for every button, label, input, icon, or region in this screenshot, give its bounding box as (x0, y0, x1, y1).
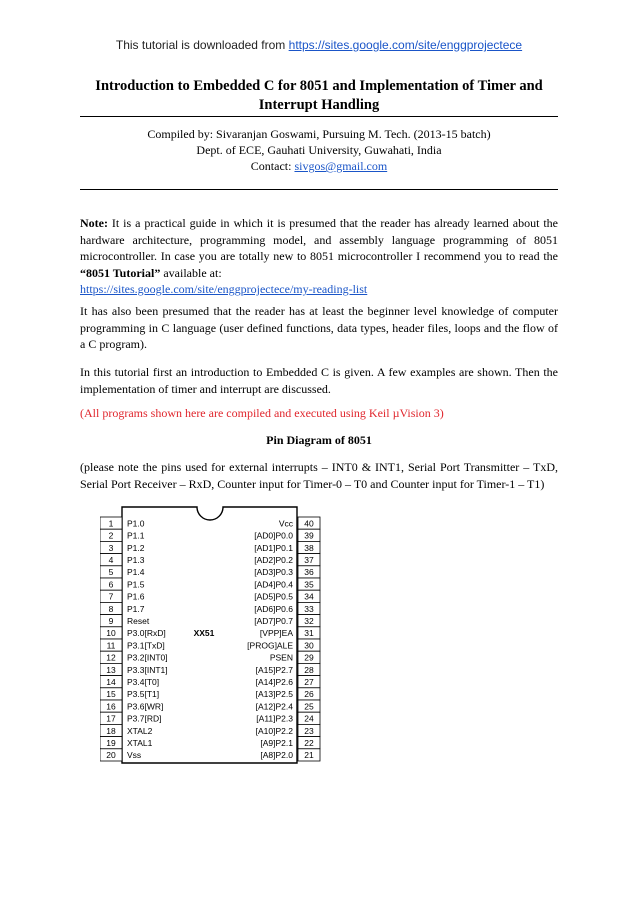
pin-label: [AD0]P0.0 (254, 530, 293, 541)
pin-label: [A12]P2.4 (255, 701, 293, 712)
pin-label: P1.1 (127, 530, 145, 541)
compiled-by: Compiled by: Sivaranjan Goswami, Pursuing M. Tech. (2013-15 batch) (147, 127, 491, 141)
pin-number: 5 (108, 567, 114, 578)
pin-number: 7 (108, 591, 114, 602)
pin-number: 38 (304, 542, 314, 553)
pin-label: P1.2 (127, 542, 145, 553)
pin-label: [AD1]P0.1 (254, 542, 293, 553)
pin-label: P1.0 (127, 518, 145, 529)
pin-number: 15 (106, 689, 116, 700)
pin-number: 32 (304, 616, 314, 626)
download-note-prefix: This tutorial is downloaded from (115, 38, 289, 52)
pin-label: P3.4[T0] (127, 677, 160, 687)
pin-number: 14 (106, 677, 116, 687)
pin-number: 16 (106, 701, 116, 712)
compiler-note: (All programs shown here are compiled and executed using Keil µVision 3) (80, 406, 444, 420)
pin-number: 28 (304, 664, 314, 675)
pin-number: 1 (108, 518, 114, 529)
pin-diagram (100, 505, 325, 792)
pin-number: 20 (106, 750, 116, 761)
pin-label: XTAL2 (127, 725, 153, 736)
title-line-1: Introduction to Embedded C for 8051 and Implementation of Timer and (95, 78, 543, 94)
pin-label: P1.6 (127, 591, 145, 602)
pin-label: P3.5[T1] (127, 689, 160, 700)
download-link[interactable]: https://sites.google.com/site/enggprojectece (288, 38, 523, 52)
credits (80, 126, 558, 174)
pin-number: 9 (108, 616, 114, 626)
pin-label: [A10]P2.2 (255, 725, 293, 736)
pin-diagram-heading: Pin Diagram of 8051 (266, 433, 372, 447)
pin-number: 30 (304, 640, 314, 651)
pin-number: 23 (304, 725, 314, 736)
title-line-2: Interrupt Handling (258, 97, 380, 113)
pin-number: 3 (108, 542, 114, 553)
chip-name: XX51 (193, 628, 215, 639)
document-title (80, 77, 558, 115)
contact-email-link[interactable]: sivgos@gmail.com (294, 159, 388, 173)
pin-label: XTAL1 (127, 738, 153, 748)
pin-label: [A8]P2.0 (260, 750, 293, 761)
pin-label: P3.1[TxD] (127, 640, 165, 651)
pin-number: 13 (106, 664, 116, 675)
pin-number: 17 (106, 713, 116, 724)
download-note (0, 38, 638, 52)
tutorial-name: “8051 Tutorial” (80, 265, 161, 280)
pin-number: 33 (304, 603, 314, 614)
intro-paragraph: In this tutorial first an introduction to Embedded C is given. A few examples are shown. Then the implementation of timer and interrupt are discussed. (80, 365, 558, 396)
pin-label: P3.0[RxD] (127, 628, 166, 639)
pin-label: [AD4]P0.4 (254, 579, 293, 590)
pin-number: 11 (106, 640, 116, 651)
pin-label: [AD3]P0.3 (254, 567, 293, 578)
pin-label: P3.2[INT0] (127, 652, 168, 663)
pin-label: P3.6[WR] (127, 701, 164, 712)
pin-label: Vcc (278, 518, 293, 529)
pin-label: [A9]P2.1 (260, 738, 293, 748)
pin-number: 25 (304, 701, 314, 712)
pin-number: 36 (304, 567, 314, 578)
bottom-rule (80, 189, 558, 190)
note-paragraph (80, 215, 558, 298)
contact (80, 158, 558, 174)
note-after: available at: (160, 265, 222, 280)
pin-label: Reset (127, 616, 150, 626)
pin-label: [AD5]P0.5 (254, 591, 293, 602)
pin-label: [AD6]P0.6 (254, 603, 293, 614)
pin-label: P3.7[RD] (127, 713, 162, 724)
pin-number: 26 (304, 689, 314, 700)
pin-number: 27 (304, 677, 314, 687)
pin-label: [PROG]ALE (247, 640, 293, 651)
pin-number: 6 (108, 579, 114, 590)
pin-label: Vss (127, 750, 142, 761)
contact-label: Contact: (250, 159, 295, 173)
pin-label: P1.3 (127, 555, 145, 565)
pin-label: P1.5 (127, 579, 145, 590)
pin-number: 10 (106, 628, 116, 639)
pin-number: 39 (304, 530, 314, 541)
pin-number: 34 (304, 591, 314, 602)
pin-number: 19 (106, 738, 116, 748)
pin-label: P3.3[INT1] (127, 664, 168, 675)
pin-number: 21 (304, 750, 314, 761)
pin-label: [AD7]P0.7 (254, 616, 293, 626)
pin-label: [A13]P2.5 (255, 689, 293, 700)
department: Dept. of ECE, Gauhati University, Guwahati, India (196, 143, 442, 157)
pin-label: [A15]P2.7 (255, 664, 293, 675)
pin-number: 22 (304, 738, 314, 748)
note-text: It is a practical guide in which it is presumed that the reader has already learned about the hardware architecture, programming model, and assembly language programming of 8051 microcontroller. In case you are totally new to 8051 microcontroller I recommend you to read the (80, 216, 558, 263)
pin-number: 24 (304, 713, 314, 724)
note-label: Note: (80, 216, 108, 230)
pin-number: 4 (108, 555, 114, 565)
pin-label: [VPP]EA (259, 628, 293, 639)
pin-number: 37 (304, 555, 314, 565)
top-rule (80, 116, 558, 117)
pin-label: [A11]P2.3 (256, 713, 293, 724)
pin-label: PSEN (269, 652, 293, 663)
pin-number: 2 (108, 530, 114, 541)
pin-number: 18 (106, 725, 116, 736)
pin-number: 12 (106, 652, 116, 663)
pin-label: P1.4 (127, 567, 145, 578)
pin-number: 29 (304, 652, 314, 663)
pin-number: 31 (304, 628, 314, 639)
pin-label: [A14]P2.6 (255, 677, 293, 687)
reading-list-link[interactable]: https://sites.google.com/site/enggprojectece/my-reading-list (80, 282, 368, 296)
pin-number: 40 (304, 518, 314, 529)
pin-label: P1.7 (127, 603, 145, 614)
pin-number: 35 (304, 579, 314, 590)
c-knowledge-paragraph: It has also been presumed that the reader has at least the beginner level knowledge of computer programming in C language (user defined functions, data types, header files, loops and the flow of a C program). (80, 304, 558, 351)
pin-number: 8 (108, 603, 114, 614)
pin-label: [AD2]P0.2 (254, 555, 293, 565)
pin-note-paragraph: (please note the pins used for external interrupts – INT0 & INT1, Serial Port Transmitter – TxD, Serial Port Receiver – RxD, Counter input for Timer-0 – T0 and Counter input for Timer-1 – T1) (80, 460, 558, 491)
